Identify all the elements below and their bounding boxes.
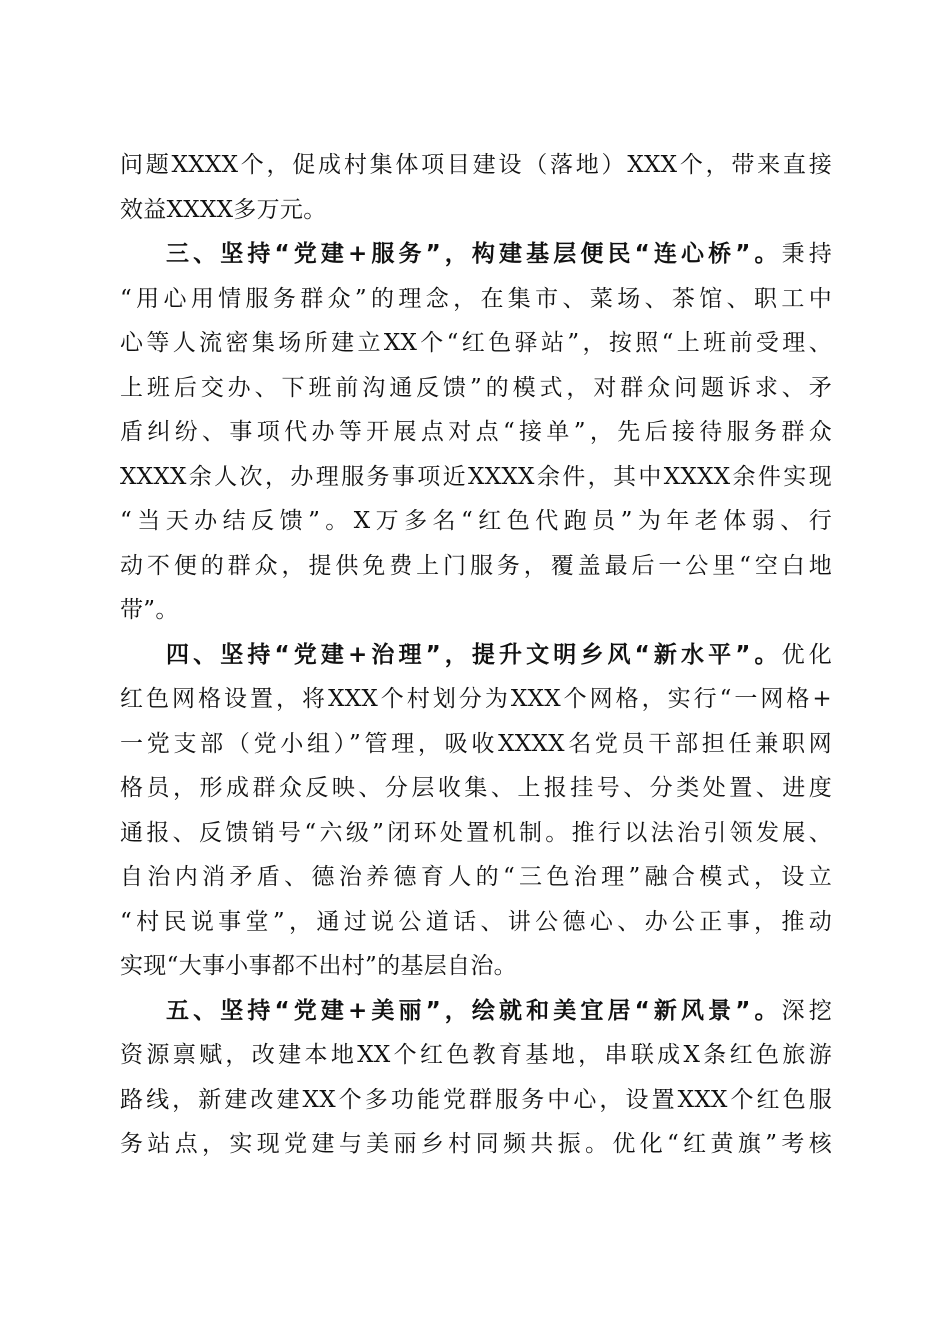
text-line: 通报、反馈销号“六级”闭环处置机制。推行以法治引领发展、 [120,819,832,846]
paragraph-first-line [120,232,832,277]
text-line: 资源禀赋，改建本地XX个红色教育基地，串联成X条红色旅游 [120,1042,832,1068]
text-line: 心等人流密集场所建立XX个“红色驿站”，按照“上班前受理、 [120,330,832,356]
paragraph-first-line [120,633,832,678]
text-line: 务站点，实现党建与美丽乡村同频共振。优化“红黄旗”考核 [120,1131,832,1157]
text-fragment: 深挖 [781,997,832,1024]
text-line: “用心用情服务群众”的理念，在集市、菜场、茶馆、职工中 [120,285,832,312]
text-line: 带”。 [120,597,179,623]
text-line: 盾纠纷、事项代办等开展点对点“接单”，先后接待服务群众 [120,419,832,445]
text-line: 实现“大事小事都不出村”的基层自治。 [120,953,517,979]
section-heading-3: 三、坚持“党建+服务”，构建基层便民“连心桥”。 [166,241,782,267]
text-line: 动不便的群众，提供免费上门服务，覆盖最后一公里“空白地 [120,552,832,579]
text-line: 效益XXXX多万元。 [120,196,327,223]
text-line: 格员，形成群众反映、分层收集、上报挂号、分类处置、进度 [120,775,832,801]
section-heading-5: 五、坚持“党建+美丽”，绘就和美宜居“新风景”。 [166,997,782,1024]
text-line: “当天办结反馈”。X万多名“红色代跑员”为年老体弱、行 [120,508,832,534]
text-line: 一党支部（党小组）”管理，吸收XXXX名党员干部担任兼职网 [120,730,832,757]
section-heading-4: 四、坚持“党建+治理”，提升文明乡风“新水平”。 [166,641,782,668]
text-line: “村民说事堂”，通过说公道话、讲公德心、办公正事，推动 [120,908,832,935]
paragraph-first-line [120,989,832,1034]
document-body [120,143,832,1167]
text-line: XXXX余人次，办理服务事项近XXXX余件，其中XXXX余件实现 [120,463,832,490]
text-fragment: 秉持 [781,241,832,267]
text-fragment: 优化 [781,641,832,668]
text-line: 红色网格设置，将XXX个村划分为XXX个网格，实行“一网格+ [120,686,832,712]
text-line: 问题XXXX个，促成村集体项目建设（落地）XXX个，带来直接 [120,152,832,178]
text-line: 路线，新建改建XX个多功能党群服务中心，设置XXX个红色服 [120,1086,832,1113]
text-line: 上班后交办、下班前沟通反馈”的模式，对群众问题诉求、矛 [120,374,832,401]
text-line: 自治内消矛盾、德治养德育人的“三色治理”融合模式，设立 [120,864,832,890]
